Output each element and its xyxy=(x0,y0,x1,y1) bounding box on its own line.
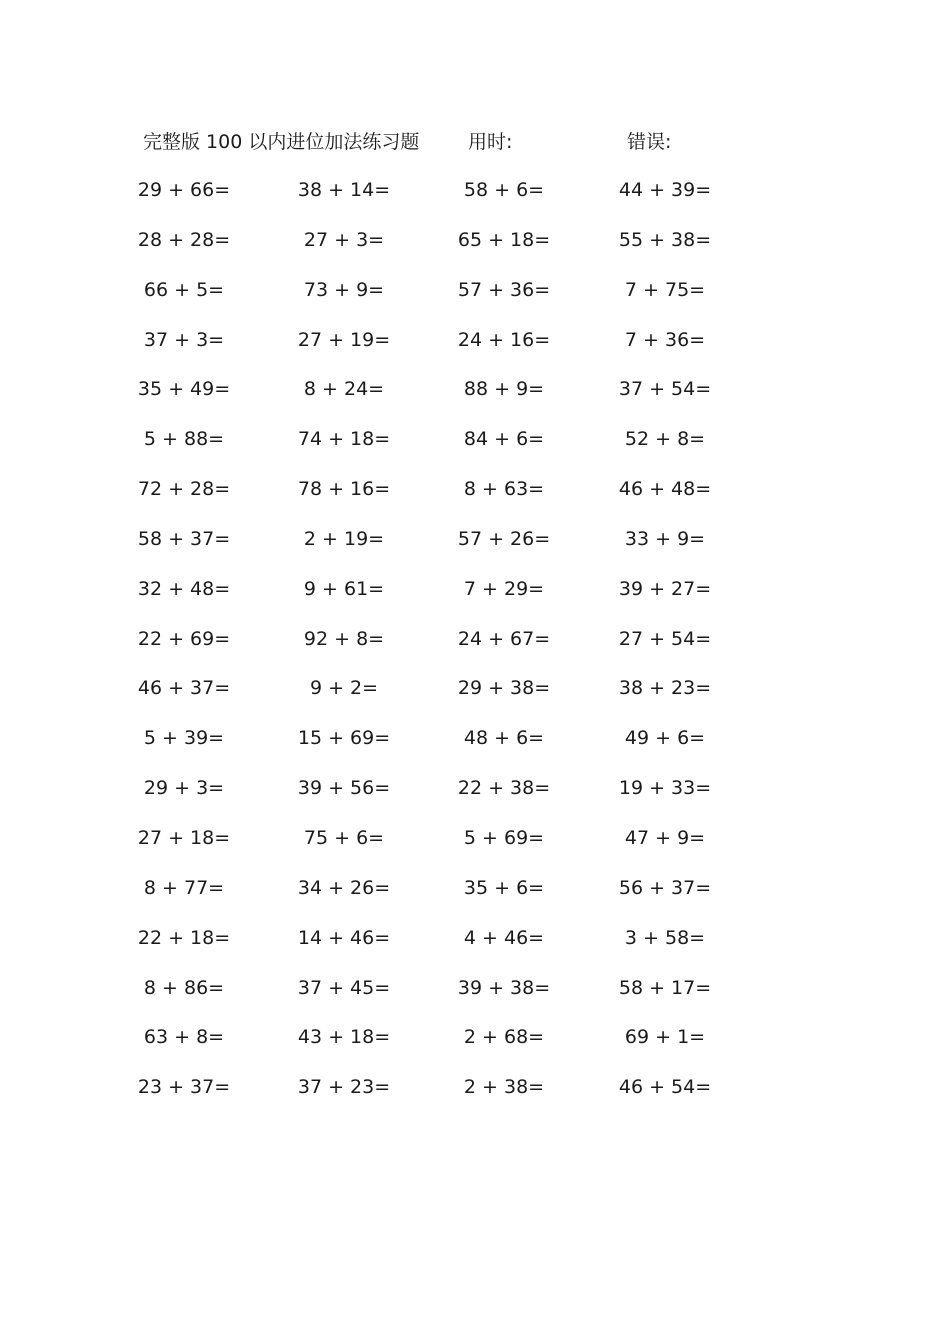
problem: 63 + 8= xyxy=(143,1026,225,1049)
problem-row xyxy=(0,226,950,276)
problem: 38 + 23= xyxy=(618,677,712,700)
problem: 15 + 69= xyxy=(297,727,391,750)
problem: 35 + 6= xyxy=(463,876,545,899)
problem: 7 + 36= xyxy=(624,328,706,351)
problem-row xyxy=(0,1023,950,1073)
problem: 23 + 37= xyxy=(137,1076,231,1099)
problem-row xyxy=(0,525,950,575)
problem: 2 + 38= xyxy=(463,1076,545,1099)
problem: 22 + 18= xyxy=(137,926,231,949)
problem: 8 + 24= xyxy=(303,378,385,401)
problem: 27 + 54= xyxy=(618,627,712,650)
problem: 37 + 54= xyxy=(618,378,712,401)
problem: 84 + 6= xyxy=(463,428,545,451)
problem: 22 + 69= xyxy=(137,627,231,650)
problem: 46 + 54= xyxy=(618,1076,712,1099)
problem-row xyxy=(0,326,950,376)
problem-grid xyxy=(0,176,950,1123)
problem: 7 + 29= xyxy=(463,577,545,600)
problem: 73 + 9= xyxy=(303,278,385,301)
problem: 46 + 48= xyxy=(618,478,712,501)
problem-row xyxy=(0,874,950,924)
problem: 78 + 16= xyxy=(297,478,391,501)
problem: 88 + 9= xyxy=(463,378,545,401)
problem: 39 + 56= xyxy=(297,777,391,800)
problem: 55 + 38= xyxy=(618,228,712,251)
problem: 49 + 6= xyxy=(624,727,706,750)
problem: 47 + 9= xyxy=(624,826,706,849)
problem: 37 + 3= xyxy=(143,328,225,351)
problem-row xyxy=(0,924,950,974)
problem: 44 + 39= xyxy=(618,179,712,201)
problem-row xyxy=(0,1073,950,1123)
worksheet-title: 完整版 100 以内进位加法练习题 xyxy=(143,131,420,153)
problem: 29 + 3= xyxy=(143,777,225,800)
problem: 2 + 68= xyxy=(463,1026,545,1049)
problem: 43 + 18= xyxy=(297,1026,391,1049)
problem: 9 + 61= xyxy=(303,577,385,600)
problem: 29 + 66= xyxy=(137,179,231,201)
problem: 35 + 49= xyxy=(137,378,231,401)
problem: 37 + 23= xyxy=(297,1076,391,1099)
problem: 9 + 2= xyxy=(309,677,379,700)
problem: 8 + 86= xyxy=(143,976,225,999)
problem: 5 + 69= xyxy=(463,826,545,849)
time-label: 用时: xyxy=(468,131,513,153)
problem: 56 + 37= xyxy=(618,876,712,899)
problem-row xyxy=(0,824,950,874)
problem: 52 + 8= xyxy=(624,428,706,451)
problem: 33 + 9= xyxy=(624,527,706,550)
problem: 27 + 18= xyxy=(137,826,231,849)
problem: 69 + 1= xyxy=(624,1026,706,1049)
problem: 48 + 6= xyxy=(463,727,545,750)
problem: 14 + 46= xyxy=(297,926,391,949)
problem: 2 + 19= xyxy=(303,527,385,550)
problem: 39 + 38= xyxy=(457,976,551,999)
problem: 57 + 26= xyxy=(457,527,551,550)
problem: 92 + 8= xyxy=(303,627,385,650)
problem: 24 + 67= xyxy=(457,627,551,650)
problem: 8 + 77= xyxy=(143,876,225,899)
worksheet-header xyxy=(0,128,950,156)
problem: 22 + 38= xyxy=(457,777,551,800)
problem: 5 + 39= xyxy=(143,727,225,750)
problem: 37 + 45= xyxy=(297,976,391,999)
problem: 75 + 6= xyxy=(303,826,385,849)
problem-row xyxy=(0,375,950,425)
problem: 3 + 58= xyxy=(624,926,706,949)
problem: 65 + 18= xyxy=(457,228,551,251)
problem-row xyxy=(0,974,950,1024)
problem-row xyxy=(0,176,950,226)
problem-row xyxy=(0,724,950,774)
problem-row xyxy=(0,575,950,625)
problem-row xyxy=(0,475,950,525)
problem: 57 + 36= xyxy=(457,278,551,301)
problem: 5 + 88= xyxy=(143,428,225,451)
problem: 27 + 19= xyxy=(297,328,391,351)
problem: 38 + 14= xyxy=(297,179,391,201)
problem: 29 + 38= xyxy=(457,677,551,700)
problem: 7 + 75= xyxy=(624,278,706,301)
problem: 39 + 27= xyxy=(618,577,712,600)
problem-row xyxy=(0,425,950,475)
problem: 8 + 63= xyxy=(463,478,545,501)
problem-row xyxy=(0,674,950,724)
problem-row xyxy=(0,276,950,326)
problem-row xyxy=(0,625,950,675)
problem: 66 + 5= xyxy=(143,278,225,301)
problem: 58 + 37= xyxy=(137,527,231,550)
problem: 74 + 18= xyxy=(297,428,391,451)
problem: 72 + 28= xyxy=(137,478,231,501)
problem: 4 + 46= xyxy=(463,926,545,949)
problem: 24 + 16= xyxy=(457,328,551,351)
error-label: 错误: xyxy=(627,131,672,153)
problem: 19 + 33= xyxy=(618,777,712,800)
problem-row xyxy=(0,774,950,824)
problem: 34 + 26= xyxy=(297,876,391,899)
problem: 32 + 48= xyxy=(137,577,231,600)
problem: 46 + 37= xyxy=(137,677,231,700)
problem: 27 + 3= xyxy=(303,228,385,251)
problem: 28 + 28= xyxy=(137,228,231,251)
problem: 58 + 17= xyxy=(618,976,712,999)
problem: 58 + 6= xyxy=(463,179,545,201)
